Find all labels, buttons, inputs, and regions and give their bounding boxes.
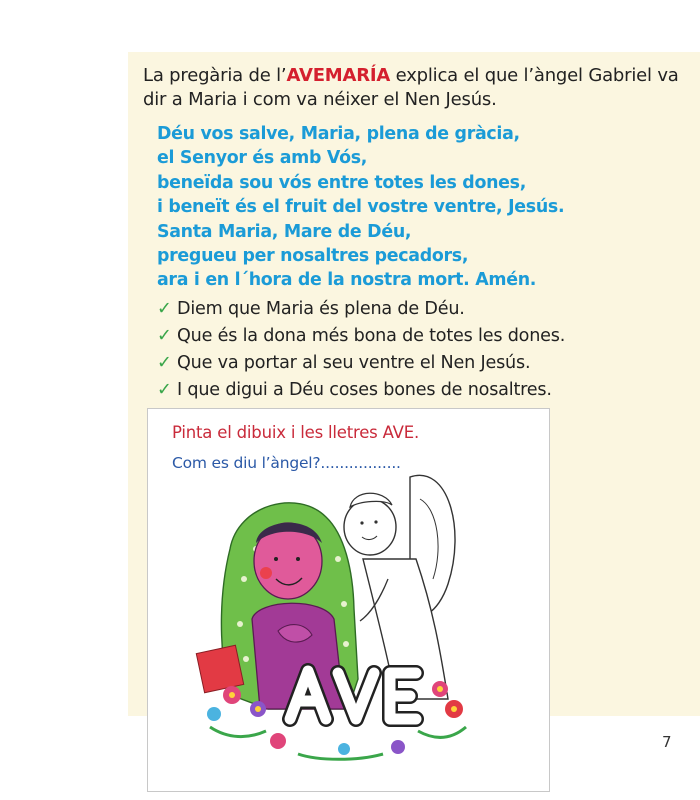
check-item	[157, 350, 697, 377]
prayer-line: Santa Maria, Mare de Déu,	[157, 221, 412, 242]
intro-text-before: La pregària de l’	[143, 65, 287, 86]
page-number: 7	[662, 733, 672, 751]
check-icon: ✓	[157, 353, 172, 373]
coloring-activity-box	[147, 408, 550, 792]
prayer-line: ara i en l´hora de la nostra mort. Amén.	[157, 270, 537, 291]
check-icon: ✓	[157, 326, 172, 346]
prayer-line: el Senyor és amb Vós,	[157, 148, 368, 169]
check-icon: ✓	[157, 380, 172, 400]
intro-text-after: explica el que l’àngel Gabriel va dir a Maria i com va néixer el Nen Jesús.	[143, 65, 679, 110]
prayer-line: beneïda sou vós entre totes les dones,	[157, 172, 527, 193]
prayer-text	[157, 122, 687, 293]
check-item	[157, 323, 697, 350]
coloring-instruction: Pinta el dibuix i les lletres AVE.	[172, 423, 420, 442]
prayer-line: Déu vos salve, Maria, plena de gràcia,	[157, 124, 520, 144]
checklist	[157, 296, 697, 404]
check-item-text: Que va portar al seu ventre el Nen Jesús.	[177, 353, 531, 373]
angel-name-question[interactable]: Com es diu l’àngel?.................	[172, 454, 401, 472]
check-item-text: I que digui a Déu coses bones de nosaltres.	[177, 380, 552, 400]
intro-paragraph	[143, 64, 683, 112]
check-item	[157, 377, 697, 404]
prayer-line: i beneït és el fruit del vostre ventre, Jesús.	[157, 197, 565, 218]
check-icon: ✓	[157, 299, 172, 319]
check-item-text: Diem que Maria és plena de Déu.	[177, 299, 465, 319]
prayer-line: pregueu per nosaltres pecadors,	[157, 246, 469, 267]
check-item-text: Que és la dona més bona de totes les dones.	[177, 326, 566, 346]
check-item	[157, 296, 697, 323]
intro-highlight: AVEMARÍA	[286, 65, 391, 86]
